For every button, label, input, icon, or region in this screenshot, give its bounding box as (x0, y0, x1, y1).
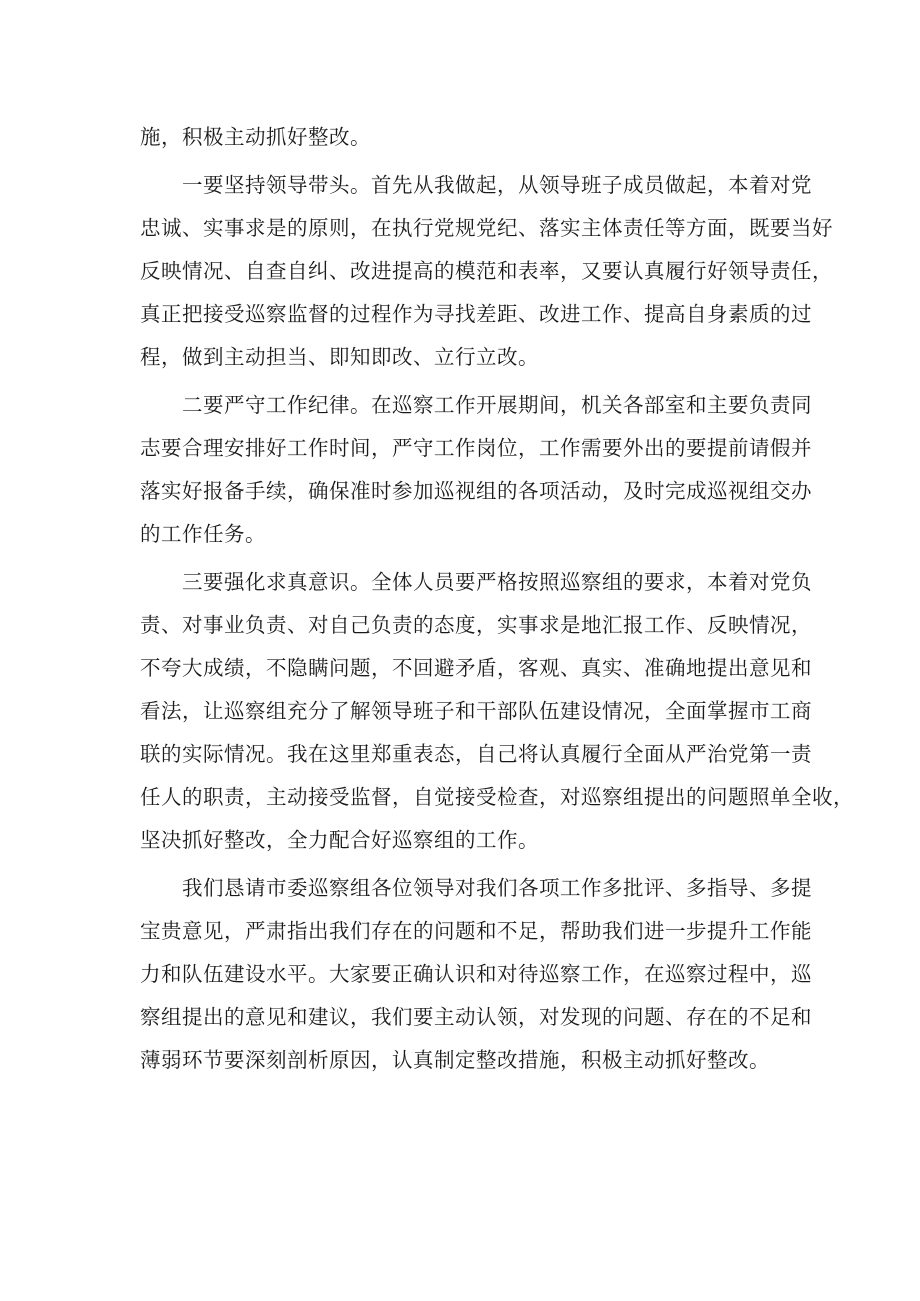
text-line: 宝贵意见，严肃指出我们存在的问题和不足，帮助我们进一步提升工作能 (140, 919, 812, 943)
text-line: 忠诚、实事求是的原则，在执行党规党纪、落实主体责任等方面，既要当好 (140, 216, 833, 240)
text-line: 任人的职责，主动接受监督，自觉接受检查，对巡察组提出的问题照单全收， (140, 785, 854, 809)
paragraph-work-discipline (140, 384, 812, 556)
text-line: 薄弱环节要深刻剖析原因，认真制定整改措施，积极主动抓好整改。 (140, 1048, 770, 1072)
paragraph-request-guidance (140, 867, 812, 1082)
text-line: 落实好报备手续，确保准时参加巡视组的各项活动，及时完成巡视组交办 (140, 479, 812, 503)
text-line: 坚决抓好整改，全力配合好巡察组的工作。 (140, 828, 539, 852)
text-line: 不夸大成绩，不隐瞒问题，不回避矛盾，客观、真实、准确地提出意见和 (140, 656, 812, 680)
text-line: 志要合理安排好工作时间，严守工作岗位，工作需要外出的要提前请假并 (140, 436, 812, 460)
text-line: 施，积极主动抓好整改。 (140, 125, 371, 149)
text-line: 三要强化求真意识。全体人员要严格按照巡察组的要求，本着对党负 (182, 570, 812, 594)
text-line: 反映情况、自查自纠、改进提高的模范和表率，又要认真履行好领导责任， (140, 259, 833, 283)
paragraph-lead-by-example (140, 164, 833, 379)
text-line: 力和队伍建设水平。大家要正确认识和对待巡察工作，在巡察过程中，巡 (140, 962, 812, 986)
text-line: 察组提出的意见和建议，我们要主动认领，对发现的问题、存在的不足和 (140, 1005, 812, 1029)
paragraph-continuation (140, 116, 790, 159)
text-line: 责、对事业负责、对自己负责的态度，实事求是地汇报工作、反映情况， (140, 613, 812, 637)
text-line: 的工作任务。 (140, 522, 266, 546)
text-line: 一要坚持领导带头。首先从我做起，从领导班子成员做起，本着对党 (182, 173, 812, 197)
document-page (140, 116, 854, 1087)
text-line: 我们恳请市委巡察组各位领导对我们各项工作多批评、多指导、多提 (182, 876, 812, 900)
text-line: 二要严守工作纪律。在巡察工作开展期间，机关各部室和主要负责同 (182, 393, 812, 417)
text-line: 看法，让巡察组充分了解领导班子和干部队伍建设情况，全面掌握市工商 (140, 699, 812, 723)
paragraph-truth-seeking (140, 561, 854, 862)
text-line: 联的实际情况。我在这里郑重表态，自己将认真履行全面从严治党第一责 (140, 742, 812, 766)
text-line: 程，做到主动担当、即知即改、立行立改。 (140, 345, 539, 369)
text-line: 真正把接受巡察监督的过程作为寻找差距、改进工作、提高自身素质的过 (140, 302, 812, 326)
